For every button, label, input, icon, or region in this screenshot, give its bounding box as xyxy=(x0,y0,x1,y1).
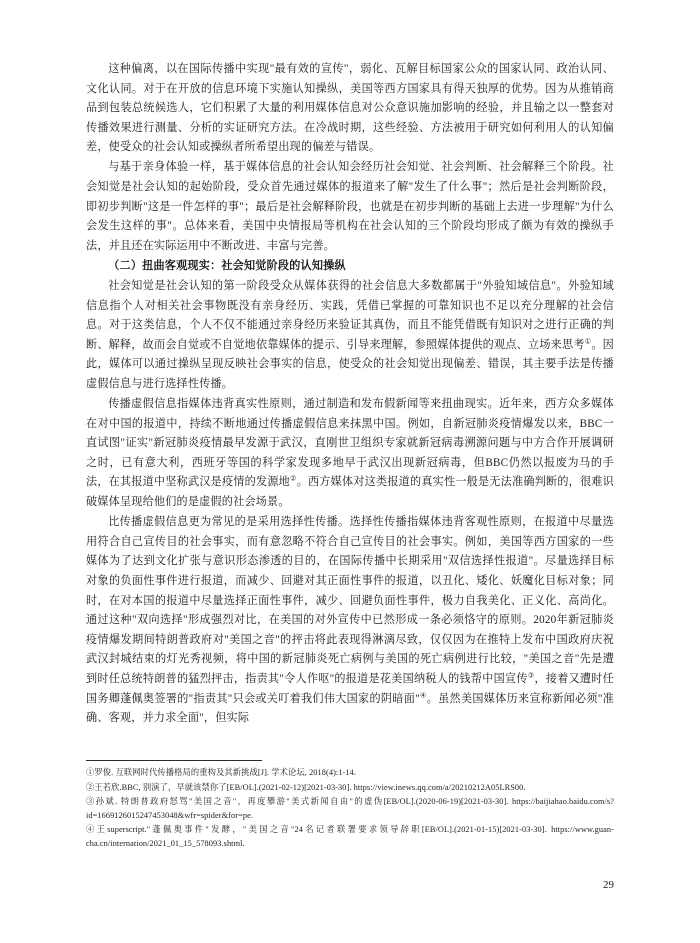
page-number: 29 xyxy=(603,879,614,891)
footnote-1: ①罗俊. 互联网时代传播格局的重构及其新挑战[J]. 学术论坛, 2018(4):1-14. xyxy=(86,768,357,777)
paragraph-1: 这种偏离，以在国际传播中实现"最有效的宣传"，弱化、瓦解目标国家公众的国家认同、政治认同、文化认同。对于在开放的信息环境下实施认知操纵，美国等西方国家具有得天独厚的优势。因为从推销商品到包装总统候选人，它们积累了大量的利用媒体信息对公众意识施加影响的经验，并且输之以一整套对传播效果进行测量、分析的实证研究方法。在冷战时期，这些经验、方法被用于研究如何利用人的认知偏差，使受众的社会认知或操纵者所希望出现的偏差与错误。 xyxy=(86,63,614,154)
footnote-separator xyxy=(86,760,262,761)
footnote-2: ②王若欣.BBC, 别演了，早就该禁你了[EB/OL].(2021-02-12)[2021-03-30]. https://view.inews.qq.com/a/20210212A05LRS00. xyxy=(86,782,526,792)
footnote-3: ③孙斌. 特朗普政府怒骂"美国之音"，再度攀游"美式新闻自由"的虚伪[EB/OL].(2020-06-19)[2021-03-30]. https://baijiahao.baidu.com/s?id=1669126015247453048&wfr=spider&for=pe. xyxy=(86,797,614,820)
paragraph-2: 与基于亲身体验一样，基于媒体信息的社会认知会经历社会知觉、社会判断、社会解释三个阶段。社会知觉是社会认知的起始阶段，受众首先通过媒体的报道来了解"发生了什么事"；然后是社会判断阶段，即初步判断"这是一件怎样的事"；最后是社会解释阶段，也就是在初步判断的基础上去进一步理解"为什么会发生这样的事"。总体来看，美国中央情报局等机构在社会认知的三个阶段均形成了颇为有效的操纵手法，并且还在实际运用中不断改进、丰富与完善。 xyxy=(86,161,614,252)
footnote-list xyxy=(86,766,614,852)
section-heading: （二）扭曲客观现实：社会知觉阶段的认知操纵 xyxy=(108,259,346,272)
page-content xyxy=(86,60,614,729)
body-text xyxy=(86,60,614,729)
paragraph-4: 传播虚假信息指媒体违背真实性原则，通过制造和发布假新闻等来扭曲现实。近年来，西方众多媒体在对中国的报道中，持续不断地通过传播虚假信息来抹黑中国。例如，自新冠肺炎疫情爆发以来，BBC一直试图"证实"新冠肺炎疫情最早发源于武汉，直刚世卫组织专家就新冠病毒溯源问题与中方合作开展调研之时，已有意大利，西班牙等国的科学家发现多地早于武汉出现新冠病毒，但BBC仍然以报废为马的手法，在其报道中坚称武汉是疫情的发源地②。西方媒体对这类报道的真实性一般是无法准确判断的，很难识破媒体呈现给他们的是虚假的社会场景。 xyxy=(86,398,614,509)
paragraph-5: 比传播虚假信息更为常见的是采用选择性传播。选择性传播指媒体违背客观性原则，在报道中尽量选用符合自己宣传目的社会事实，而有意忽略不符合自己宣传目的社会事实。例如，美国等西方国家的一些媒体为了达到文化扩张与意识形态渗透的目的，在国际传播中长期采用"双信选择性报道"。尽量选择目标对象的负面性事件进行报道，而减少、回避对其正面性事件的报道，以丑化、矮化、妖魔化目标对象；同时，在对本国的报道中尽量选择正面性事件，减少、回避负面性事件，极力自我美化、正义化、高尚化。通过这种"双向选择"形成强烈对比，在美国的对外宣传中已然形成一条必须恪守的原则。2020年新冠肺炎疫情爆发期间特朗普政府对"美国之音"的抨击将此表现得淋漓尽致，仅仅因为在推特上发布中国政府庆祝武汉封城结束的灯光秀视频，将中国的新冠肺炎死亡病例与美国的死亡病例进行比较，"美国之音"先是遭到时任总统特朗普的猛烈抨击，指责其"令人作呕"的报道是花美国纳税人的钱帮中国宣传③，接着又遭时任国务卿蓬佩奥签署的"指责其"只会或关叮着我们伟大国家的阴暗面"④。虽然美国媒体历来宣称新闻必须"准确、客观，并力求全面"，但实际 xyxy=(86,516,614,725)
footnote-4: ④王superscript."蓬佩奥事件"发酵，"美国之音"24名记者联署要求领导辞职[EB/OL].(2021-01-15)[2021-03-30]. https://www.guan-cha.cn/internation/2021_01_15_578093.shtml. xyxy=(86,825,614,848)
paragraph-3: 社会知觉是社会认知的第一阶段受众从媒体获得的社会信息大多数都属于"外验知域信息"。外验知域信息指个人对相关社会事物既没有亲身经历、实践，凭借已掌握的可靠知识也不足以充分理解的社会信息。对于这类信息，个人不仅不能通过亲身经历来验证其真伪，而且不能凭借既有知识对之进行正确的判断、解释，故而会自觉或不自觉地依靠媒体的提示、引导来理解，参照媒体提供的观点、立场来思考①。因此，媒体可以通过操纵呈现反映社会事实的信息，使受众的社会知觉出现偏差、错误，其主要手法是传播虚假信息与进行选择性传播。 xyxy=(86,280,614,390)
